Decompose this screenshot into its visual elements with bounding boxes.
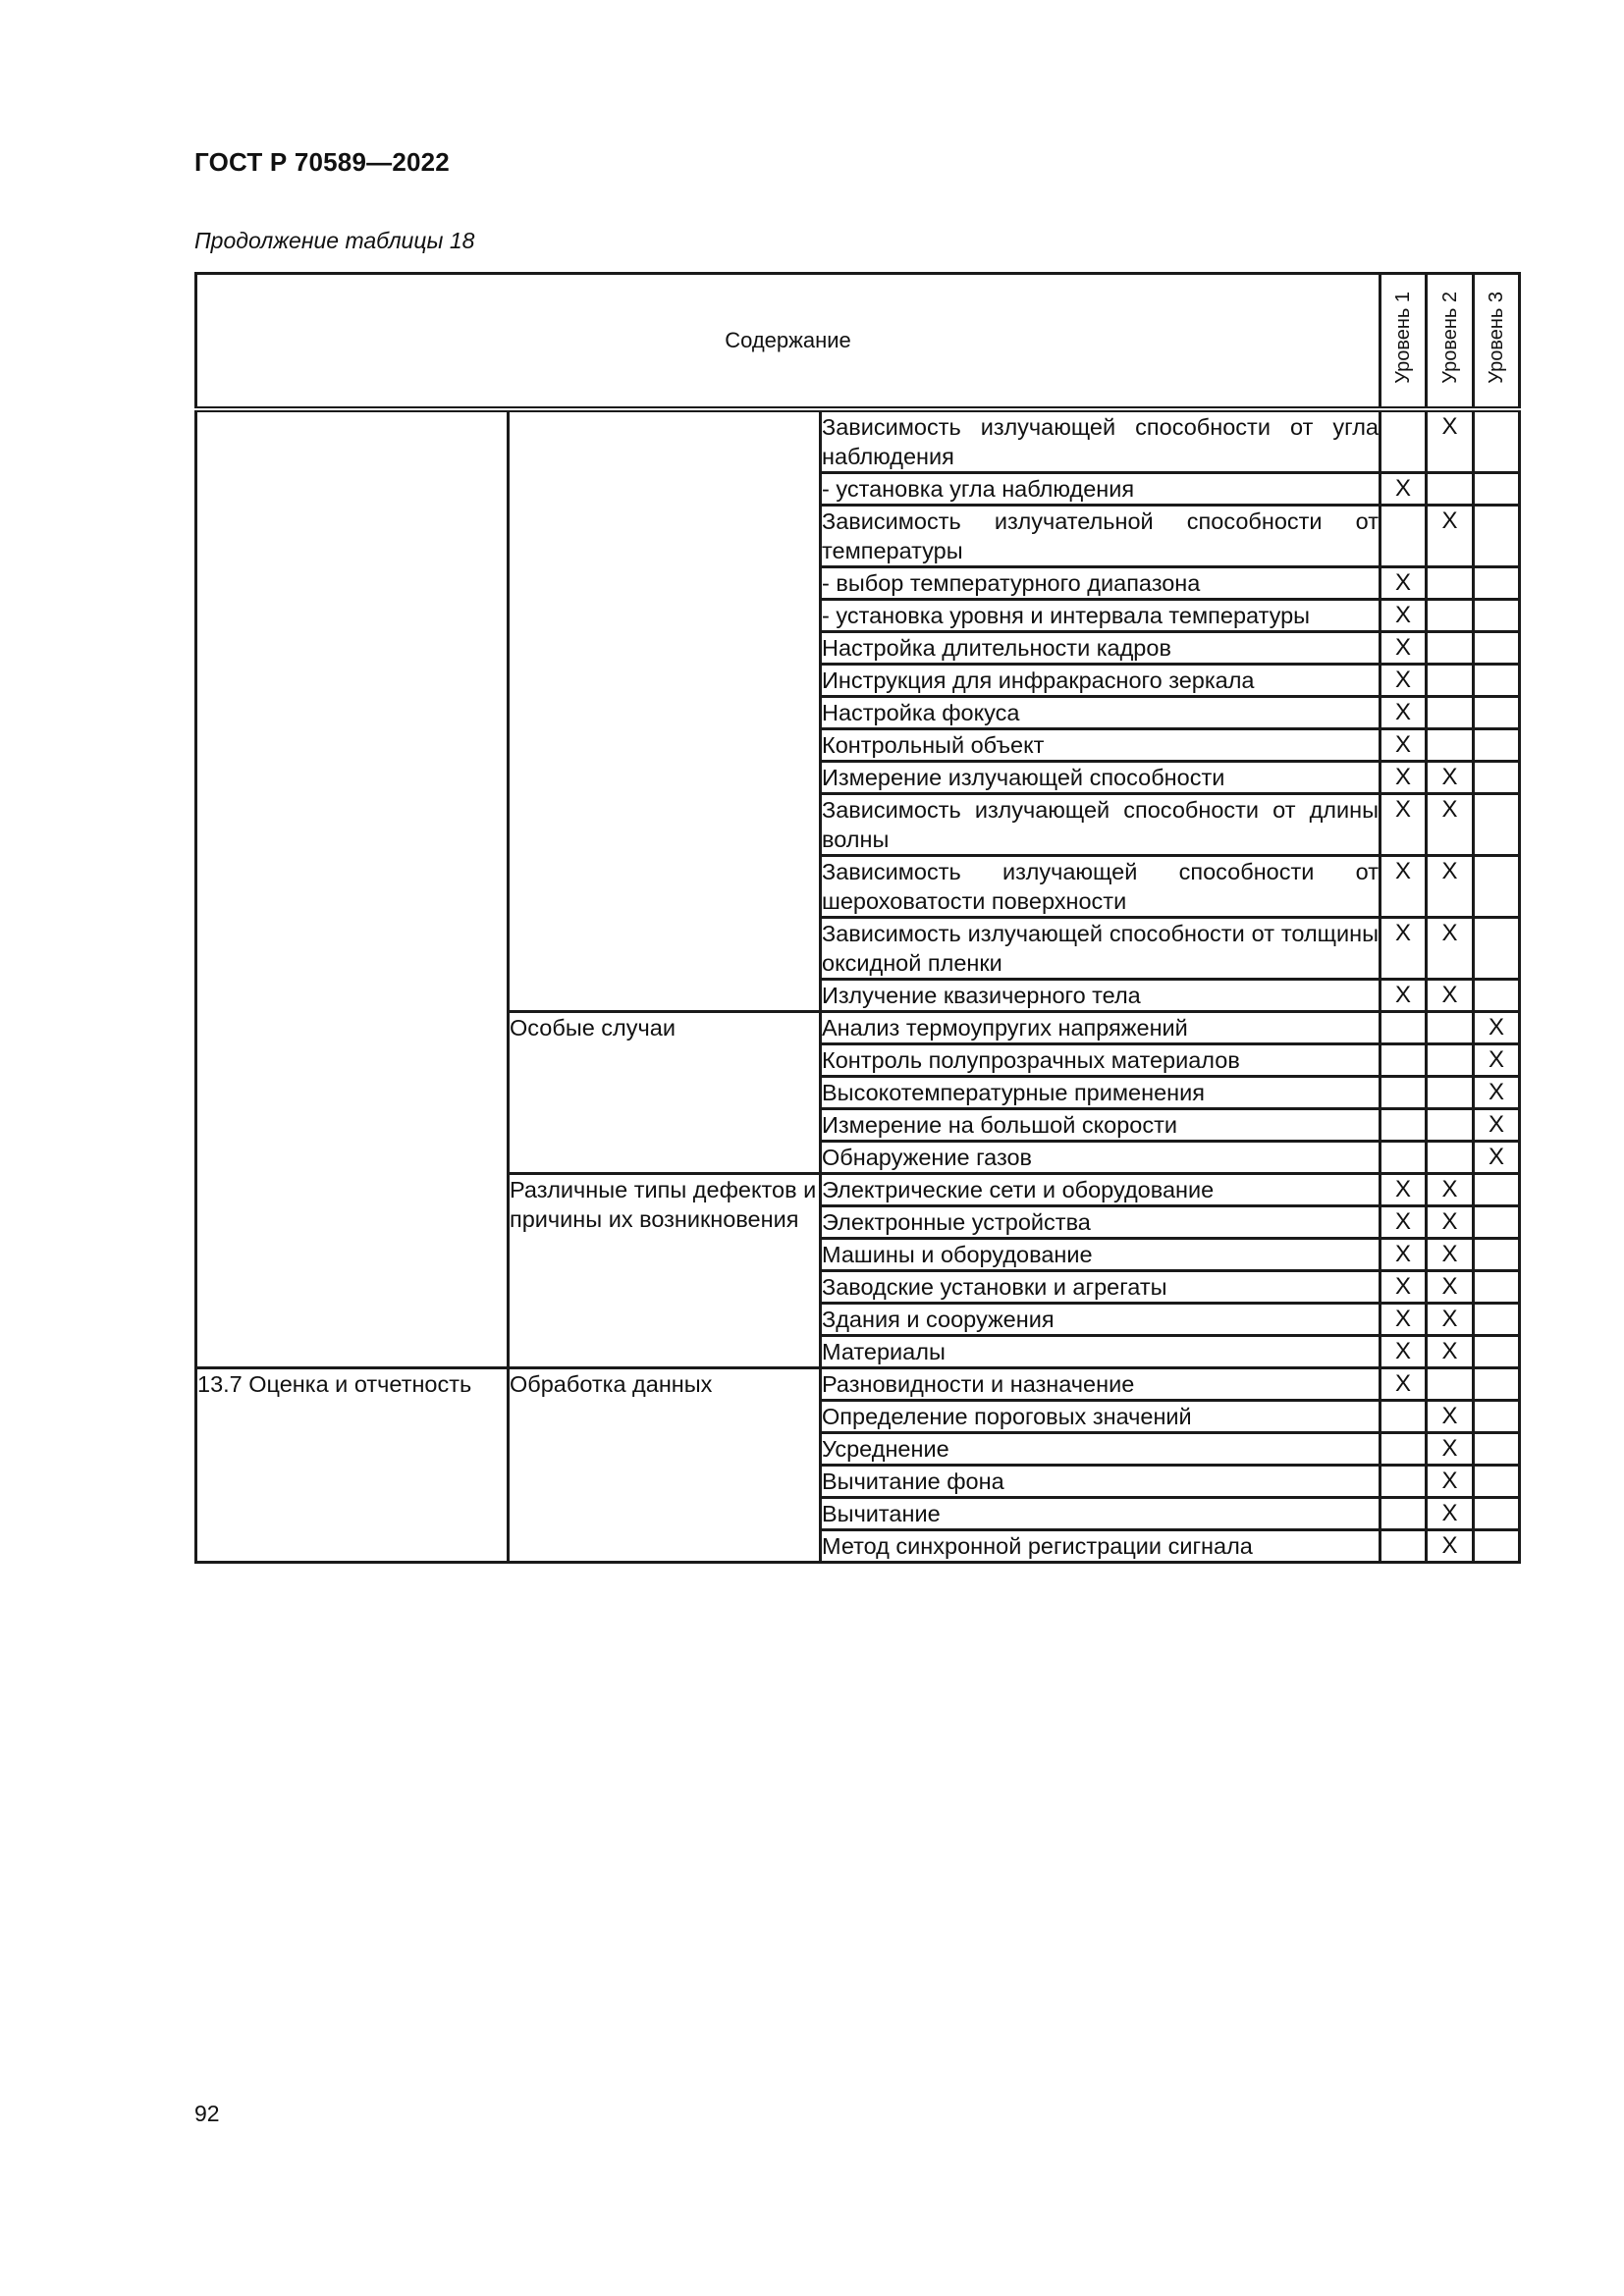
level-3-header [1474, 274, 1520, 410]
level-2-mark [1427, 1109, 1474, 1142]
content-item: Вычитание фона [821, 1466, 1380, 1498]
level-3-mark [1474, 600, 1520, 632]
content-item: Зависимость излучающей способности от угла наблюдения [821, 409, 1380, 473]
topic-cell: Обработка данных [509, 1368, 821, 1563]
content-item: Настройка длительности кадров [821, 632, 1380, 665]
content-item: Здания и сооружения [821, 1304, 1380, 1336]
content-item: Высокотемпературные применения [821, 1077, 1380, 1109]
level-1-mark [1380, 1044, 1427, 1077]
topic-cell: Особые случаи [509, 1012, 821, 1174]
level-3-mark [1474, 1206, 1520, 1239]
table-header-row [196, 274, 1520, 410]
level-1-mark: X [1380, 632, 1427, 665]
level-1-mark: X [1380, 473, 1427, 506]
level-1-mark: X [1380, 980, 1427, 1012]
content-item: Усреднение [821, 1433, 1380, 1466]
level-1-header [1380, 274, 1427, 410]
level-3-mark [1474, 762, 1520, 794]
level-2-mark: X [1427, 794, 1474, 856]
level-2-mark: X [1427, 506, 1474, 567]
level-2-mark: X [1427, 1304, 1474, 1336]
level-3-mark [1474, 1239, 1520, 1271]
level-1-mark: X [1380, 762, 1427, 794]
content-item: Измерение излучающей способности [821, 762, 1380, 794]
level-2-label: Уровень 2 [1438, 291, 1461, 384]
content-item: Зависимость излучательной способности от температуры [821, 506, 1380, 567]
level-3-mark [1474, 567, 1520, 600]
level-1-mark [1380, 409, 1427, 473]
content-column-header: Содержание [196, 274, 1380, 410]
level-3-mark [1474, 980, 1520, 1012]
level-1-mark: X [1380, 918, 1427, 980]
level-1-mark [1380, 1077, 1427, 1109]
content-item: Электрические сети и оборудование [821, 1174, 1380, 1206]
table-row [196, 1368, 1520, 1401]
level-2-mark: X [1427, 918, 1474, 980]
content-item: - выбор температурного диапазона [821, 567, 1380, 600]
content-item: Контрольный объект [821, 729, 1380, 762]
level-1-mark [1380, 1530, 1427, 1563]
level-3-mark [1474, 856, 1520, 918]
level-1-mark: X [1380, 1239, 1427, 1271]
table-body [196, 409, 1520, 1563]
level-3-mark [1474, 1401, 1520, 1433]
level-3-mark [1474, 794, 1520, 856]
level-2-mark: X [1427, 1174, 1474, 1206]
content-item: Излучение квазичерного тела [821, 980, 1380, 1012]
level-2-mark: X [1427, 409, 1474, 473]
level-1-mark: X [1380, 729, 1427, 762]
content-item: Материалы [821, 1336, 1380, 1368]
content-item: Заводские установки и агрегаты [821, 1271, 1380, 1304]
content-item: Машины и оборудование [821, 1239, 1380, 1271]
level-3-mark [1474, 1271, 1520, 1304]
level-1-mark [1380, 506, 1427, 567]
level-1-mark [1380, 1012, 1427, 1044]
level-2-mark: X [1427, 762, 1474, 794]
level-2-mark: X [1427, 980, 1474, 1012]
level-2-mark [1427, 1142, 1474, 1174]
level-2-mark: X [1427, 1466, 1474, 1498]
level-3-mark [1474, 1368, 1520, 1401]
level-3-mark: X [1474, 1077, 1520, 1109]
level-2-mark [1427, 1012, 1474, 1044]
level-2-mark [1427, 729, 1474, 762]
level-2-mark: X [1427, 1498, 1474, 1530]
content-item: Измерение на большой скорости [821, 1109, 1380, 1142]
content-item: Настройка фокуса [821, 697, 1380, 729]
level-2-mark: X [1427, 856, 1474, 918]
content-item: Зависимость излучающей способности от толщины оксидной пленки [821, 918, 1380, 980]
level-3-mark [1474, 1304, 1520, 1336]
level-3-mark [1474, 473, 1520, 506]
content-item: Обнаружение газов [821, 1142, 1380, 1174]
content-item: Вычитание [821, 1498, 1380, 1530]
level-1-mark: X [1380, 1336, 1427, 1368]
level-3-mark [1474, 1466, 1520, 1498]
level-1-mark: X [1380, 1368, 1427, 1401]
content-item: - установка угла наблюдения [821, 473, 1380, 506]
level-2-mark [1427, 697, 1474, 729]
level-2-mark: X [1427, 1206, 1474, 1239]
level-3-mark: X [1474, 1012, 1520, 1044]
content-item: Электронные устройства [821, 1206, 1380, 1239]
level-2-mark: X [1427, 1433, 1474, 1466]
level-1-mark [1380, 1466, 1427, 1498]
level-1-mark: X [1380, 794, 1427, 856]
topic-cell [509, 409, 821, 1012]
level-3-mark: X [1474, 1109, 1520, 1142]
content-item: Зависимость излучающей способности от длины волны [821, 794, 1380, 856]
level-1-mark: X [1380, 567, 1427, 600]
content-item: Определение пороговых значений [821, 1401, 1380, 1433]
level-2-mark: X [1427, 1401, 1474, 1433]
content-item: - установка уровня и интервала температуры [821, 600, 1380, 632]
level-1-label: Уровень 1 [1392, 291, 1414, 384]
level-3-mark [1474, 1174, 1520, 1206]
level-3-mark [1474, 1433, 1520, 1466]
level-2-mark [1427, 665, 1474, 697]
level-3-mark [1474, 1336, 1520, 1368]
level-1-mark [1380, 1498, 1427, 1530]
content-item: Метод синхронной регистрации сигнала [821, 1530, 1380, 1563]
content-item: Инструкция для инфракрасного зеркала [821, 665, 1380, 697]
level-3-mark [1474, 697, 1520, 729]
table-caption: Продолжение таблицы 18 [194, 228, 475, 253]
level-3-mark: X [1474, 1044, 1520, 1077]
level-3-mark [1474, 409, 1520, 473]
training-content-table [194, 272, 1521, 1564]
level-1-mark: X [1380, 1271, 1427, 1304]
level-1-mark: X [1380, 697, 1427, 729]
level-2-mark [1427, 1044, 1474, 1077]
level-1-mark [1380, 1433, 1427, 1466]
level-2-header [1427, 274, 1474, 410]
level-1-mark [1380, 1401, 1427, 1433]
level-1-mark: X [1380, 856, 1427, 918]
level-3-mark [1474, 1530, 1520, 1563]
content-item: Разновидности и назначение [821, 1368, 1380, 1401]
level-2-mark [1427, 632, 1474, 665]
level-1-mark [1380, 1142, 1427, 1174]
section-cell: 13.7 Оценка и отчетность [196, 1368, 509, 1563]
level-3-mark [1474, 632, 1520, 665]
document-code: ГОСТ Р 70589—2022 [194, 147, 450, 177]
table-row [196, 409, 1520, 473]
level-2-mark: X [1427, 1239, 1474, 1271]
topic-cell: Различные типы дефектов и причины их возникновения [509, 1174, 821, 1368]
level-2-mark: X [1427, 1271, 1474, 1304]
section-cell [196, 409, 509, 1368]
level-3-mark [1474, 665, 1520, 697]
level-2-mark [1427, 600, 1474, 632]
level-1-mark: X [1380, 1174, 1427, 1206]
level-1-mark: X [1380, 600, 1427, 632]
level-3-mark [1474, 729, 1520, 762]
level-3-mark: X [1474, 1142, 1520, 1174]
content-item: Анализ термоупругих напряжений [821, 1012, 1380, 1044]
level-2-mark: X [1427, 1336, 1474, 1368]
level-3-mark [1474, 1498, 1520, 1530]
level-2-mark: X [1427, 1530, 1474, 1563]
level-1-mark [1380, 1109, 1427, 1142]
level-2-mark [1427, 473, 1474, 506]
content-item: Контроль полупрозрачных материалов [821, 1044, 1380, 1077]
level-1-mark: X [1380, 1206, 1427, 1239]
level-2-mark [1427, 1077, 1474, 1109]
level-1-mark: X [1380, 665, 1427, 697]
content-item: Зависимость излучающей способности от шероховатости поверхности [821, 856, 1380, 918]
level-2-mark [1427, 1368, 1474, 1401]
level-3-mark [1474, 918, 1520, 980]
level-2-mark [1427, 567, 1474, 600]
page-number: 92 [194, 2101, 220, 2126]
level-3-label: Уровень 3 [1486, 291, 1507, 384]
level-1-mark: X [1380, 1304, 1427, 1336]
level-3-mark [1474, 506, 1520, 567]
